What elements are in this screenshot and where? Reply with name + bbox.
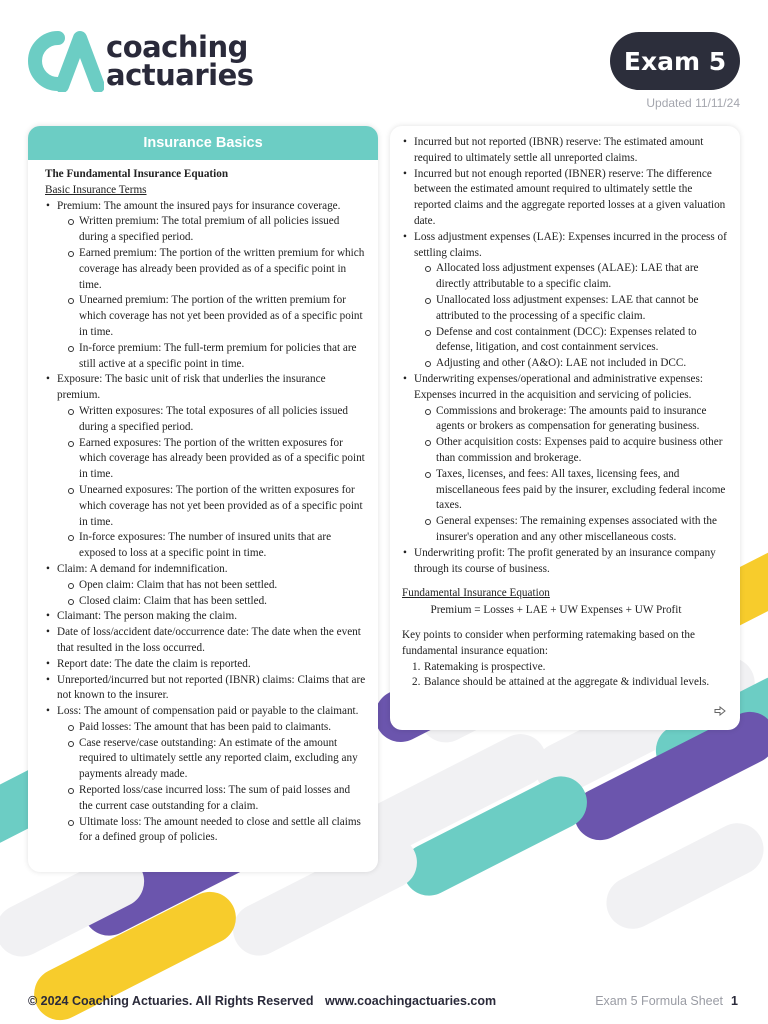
term-text: Incurred but not enough reported (IBNER) reserve: The difference between the estimated amount required to ultimately settle the reported claims and the aggregate reported losses at a given valuation date. [414, 167, 726, 227]
term-text: Claimant: The person making the claim. [57, 610, 237, 623]
sub-term-list [414, 404, 730, 546]
sub-term-item: General expenses: The remaining expenses associated with the insurer's operation and any other miscellaneous costs. [414, 514, 730, 546]
sub-term-item: Unearned premium: The portion of the written premium for which coverage has not yet been provided as of a specific point in time. [57, 293, 366, 340]
key-point-number: 2. [412, 676, 421, 689]
sub-term-item: Adjusting and other (A&O): LAE not included in DCC. [414, 356, 730, 372]
sub-term-list [57, 404, 366, 562]
sub-term-list [57, 578, 366, 610]
term-text: Report date: The date the claim is reported. [57, 657, 251, 670]
key-point-text: Balance should be attained at the aggregate & individual levels. [424, 676, 710, 689]
term-text: Loss adjustment expenses (LAE): Expenses incurred in the process of settling claims. [414, 230, 727, 259]
sub-term-item: Written exposures: The total exposures of all policies issued during a specified period. [57, 404, 366, 436]
sub-term-item: Commissions and brokerage: The amounts paid to insurance agents or brokers as compensation for generating business. [414, 404, 730, 436]
card-title: Insurance Basics [28, 126, 378, 160]
sub-term-item: Taxes, licenses, and fees: All taxes, licensing fees, and miscellaneous fees paid by the insurer, excluding federal income taxes. [414, 467, 730, 514]
term-text: Underwriting expenses/operational and administrative expenses: Expenses incurred in the acquisition and servicing of policies. [414, 372, 703, 401]
term-text: Loss: The amount of compensation paid or payable to the claimant. [57, 705, 359, 718]
term-text: Exposure: The basic unit of risk that underlies the insurance premium. [57, 373, 326, 402]
coaching-actuaries-logo-icon [28, 30, 104, 92]
key-point-text: Ratemaking is prospective. [424, 660, 546, 673]
sub-term-item: Paid losses: The amount that has been paid to claimants. [57, 720, 366, 736]
subsection-title: Basic Insurance Terms [45, 183, 147, 196]
sub-term-item: In-force exposures: The number of insured units that are exposed to loss at a specific point in time. [57, 530, 366, 562]
term-item [402, 135, 730, 167]
term-item [45, 625, 366, 657]
sub-term-list [57, 720, 366, 846]
sheet-name: Exam 5 Formula Sheet [595, 994, 724, 1008]
continued-terms-card [390, 126, 740, 730]
updated-date: Updated 11/11/24 [646, 96, 740, 110]
insurance-equation: Premium = Losses + LAE + UW Expenses + UW Profit [430, 604, 682, 617]
logo-text-line2: actuaries [106, 58, 254, 92]
sub-term-item: Allocated loss adjustment expenses (ALAE): LAE that are directly attributable to a specific claim. [414, 261, 730, 293]
sub-term-item: Earned premium: The portion of the written premium for which coverage has already been provided as of a specific point in time. [57, 246, 366, 293]
sub-term-item: Closed claim: Claim that has been settled. [57, 594, 366, 610]
sub-term-item: Defense and cost containment (DCC): Expenses related to defense, litigation, and cost containment services. [414, 325, 730, 357]
brand-logo[interactable] [28, 30, 254, 92]
term-item [45, 562, 366, 609]
exam-badge: Exam 5 [610, 32, 740, 90]
section-title: The Fundamental Insurance Equation [45, 168, 229, 180]
term-text: Premium: The amount the insured pays for insurance coverage. [57, 199, 341, 212]
sub-term-list [57, 214, 366, 372]
term-item [45, 657, 366, 673]
logo-text-line1: coaching [106, 30, 248, 64]
term-item [45, 609, 366, 625]
key-points-intro: Key points to consider when performing ratemaking based on the fundamental insurance equation: [402, 628, 695, 657]
sub-term-item: In-force premium: The full-term premium for policies that are still active at a specific point in time. [57, 341, 366, 373]
sub-term-item: Written premium: The total premium of all policies issued during a specified period. [57, 214, 366, 246]
page-number: 1 [731, 994, 738, 1008]
key-point [412, 660, 730, 676]
term-item [45, 673, 366, 705]
sub-term-item: Case reserve/case outstanding: An estimate of the amount required to ultimately settle any reported claim, excluding any payments already made. [57, 736, 366, 783]
sub-term-item: Unearned exposures: The portion of the written exposures for which coverage has not yet been provided as of a specific point in time. [57, 483, 366, 530]
decor-pill [597, 814, 768, 938]
continue-arrow-icon[interactable] [714, 706, 726, 716]
key-points-list [402, 660, 730, 692]
term-item [402, 546, 730, 578]
term-text: Date of loss/accident date/occurrence date: The date when the event that resulted in the loss occurred. [57, 626, 361, 654]
sub-term-item: Open claim: Claim that has not been settled. [57, 578, 366, 594]
term-item [45, 704, 366, 846]
term-item [402, 230, 730, 372]
term-text: Unreported/incurred but not reported (IBNR) claims: Claims that are not known to the insurer. [57, 673, 366, 702]
terms-list [402, 135, 730, 577]
equation-heading: Fundamental Insurance Equation [402, 587, 550, 600]
term-text: Claim: A demand for indemnification. [57, 562, 228, 575]
copyright: © 2024 Coaching Actuaries. All Rights Reserved [28, 994, 314, 1008]
term-item [402, 167, 730, 230]
insurance-basics-card [28, 126, 378, 872]
key-point [412, 675, 730, 691]
term-item [45, 199, 366, 373]
sub-term-item: Other acquisition costs: Expenses paid to acquire business other than commission and brokerage. [414, 435, 730, 467]
sheet-label [595, 994, 738, 1008]
sub-term-item: Reported loss/case incurred loss: The sum of paid losses and the current case outstanding for a claim. [57, 783, 366, 815]
term-text: Incurred but not reported (IBNR) reserve: The estimated amount required to ultimately settle all unreported claims. [414, 136, 704, 164]
sub-term-item: Ultimate loss: The amount needed to close and settle all claims for a defined group of policies. [57, 815, 366, 847]
sub-term-list [414, 261, 730, 372]
key-point-number: 1. [412, 660, 421, 673]
sub-term-item: Unallocated loss adjustment expenses: LAE that cannot be attributed to the processing of a specific claim. [414, 293, 730, 325]
term-text: Underwriting profit: The profit generated by an insurance company through its course of business. [414, 546, 716, 575]
terms-list [45, 199, 366, 847]
sub-term-item: Earned exposures: The portion of the written exposures for which coverage has already been provided as of a specific point in time. [57, 436, 366, 483]
website-link[interactable]: www.coachingactuaries.com [325, 994, 497, 1008]
term-item [45, 372, 366, 562]
term-item [402, 372, 730, 546]
